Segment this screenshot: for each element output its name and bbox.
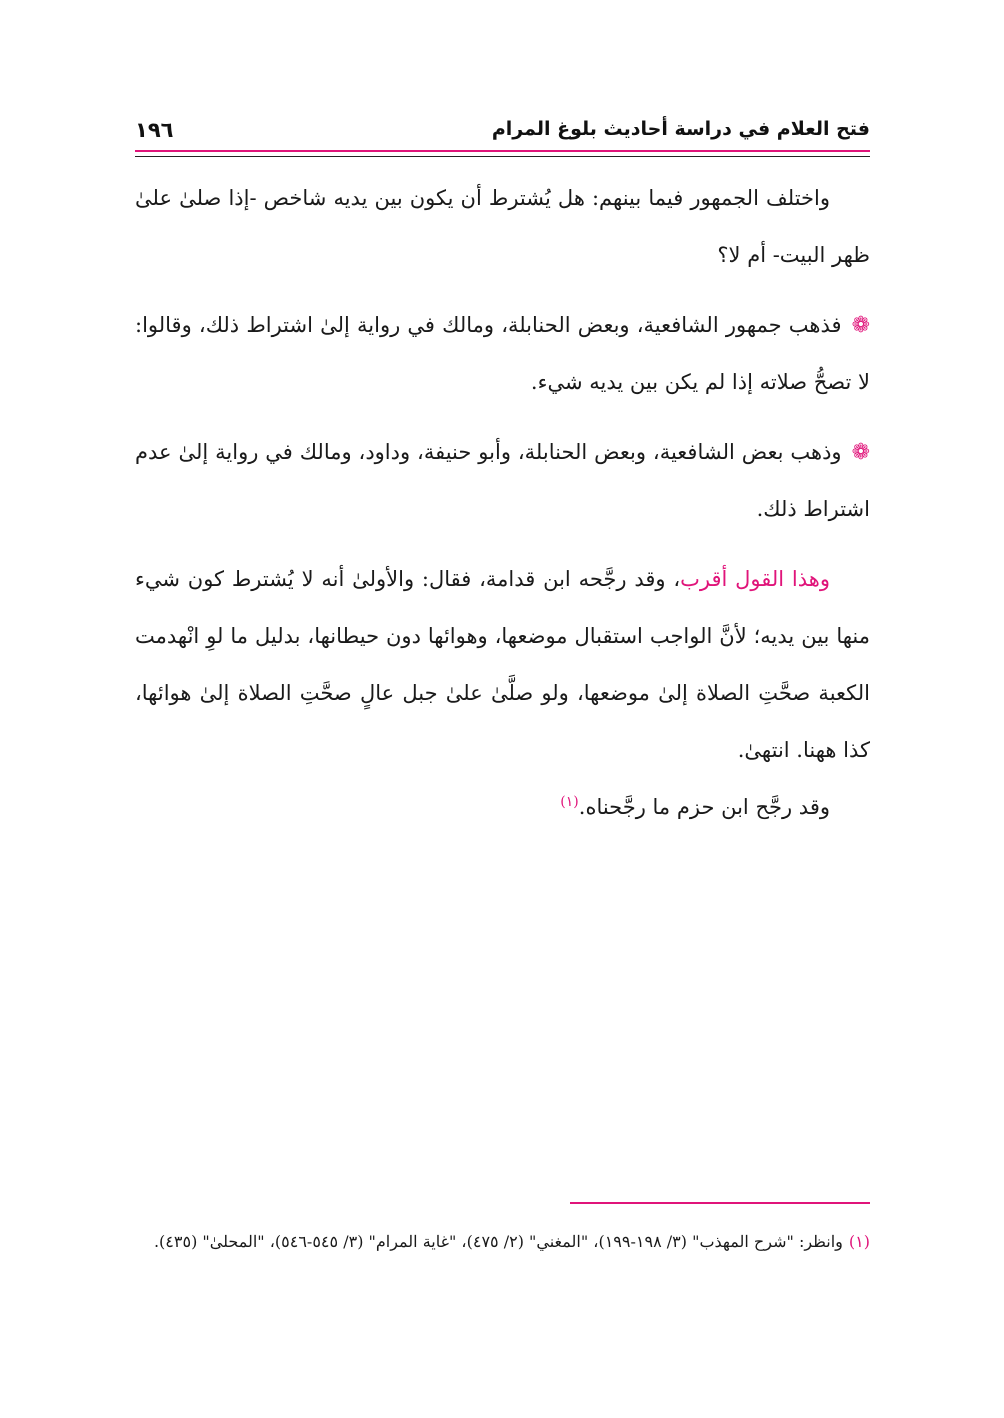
header-rule-accent: [135, 150, 870, 152]
page-number: ١٩٦: [135, 118, 174, 142]
paragraph: [135, 551, 870, 779]
bullet-paragraph: [135, 424, 870, 538]
bullet-paragraph: [135, 297, 870, 411]
paragraph-text: فذهب جمهور الشافعية، وبعض الحنابلة، ومالك في رواية إلىٰ اشتراط ذلك، وقالوا: لا تصحُّ صلاته إذا لم يكن بين يديه شيء.: [135, 313, 870, 394]
paragraph: [135, 779, 870, 836]
paragraph-text: واختلف الجمهور فيما بينهم: هل يُشترط أن يكون بين يديه شاخص -إذا صلىٰ علىٰ ظهر البيت- أم لا؟: [135, 186, 870, 267]
flower-bullet-icon: ❁: [851, 313, 870, 338]
footnote-divider: [570, 1202, 870, 1204]
header-rule: [135, 156, 870, 157]
page: [135, 108, 870, 1251]
footnote: [135, 1226, 870, 1258]
book-title: فتح العلام في دراسة أحاديث بلوغ المرام: [491, 118, 870, 140]
footnote-ref[interactable]: (١): [560, 794, 579, 810]
footnote-text: وانظر: "شرح المهذب" (٣/ ١٩٨-١٩٩)، "المغني" (٢/ ٤٧٥)، "غاية المرام" (٣/ ٥٤٥-٥٤٦)، "المحلىٰ" (٤٣٥).: [153, 1232, 843, 1251]
footnote-number: (١): [848, 1232, 870, 1251]
paragraph-text: وقد رجَّح ابن حزم ما رجَّحناه.: [578, 795, 830, 819]
flower-bullet-icon: ❁: [851, 440, 870, 465]
main-text: [135, 170, 870, 836]
paragraph: [135, 170, 870, 284]
page-header: [135, 108, 870, 150]
paragraph-text: وذهب بعض الشافعية، وبعض الحنابلة، وأبو حنيفة، وداود، ومالك في رواية إلىٰ عدم اشتراط ذلك.: [135, 440, 870, 521]
paragraph-text: ، وقد رجَّحه ابن قدامة، فقال: والأولىٰ أنه لا يُشترط كون شيء منها بين يديه؛ لأنَّ الواجب استقبال موضعها، وهوائها دون حيطانها، بدليل ما لوِ انْهدمت الكعبة صحَّتِ الصلاة إلىٰ موضعها، ولو صلَّىٰ علىٰ جبل عالٍ صحَّتِ الصلاة إلىٰ هوائها، كذا ههنا. انتهىٰ.: [135, 567, 870, 762]
highlighted-phrase: وهذا القول أقرب: [680, 567, 830, 591]
